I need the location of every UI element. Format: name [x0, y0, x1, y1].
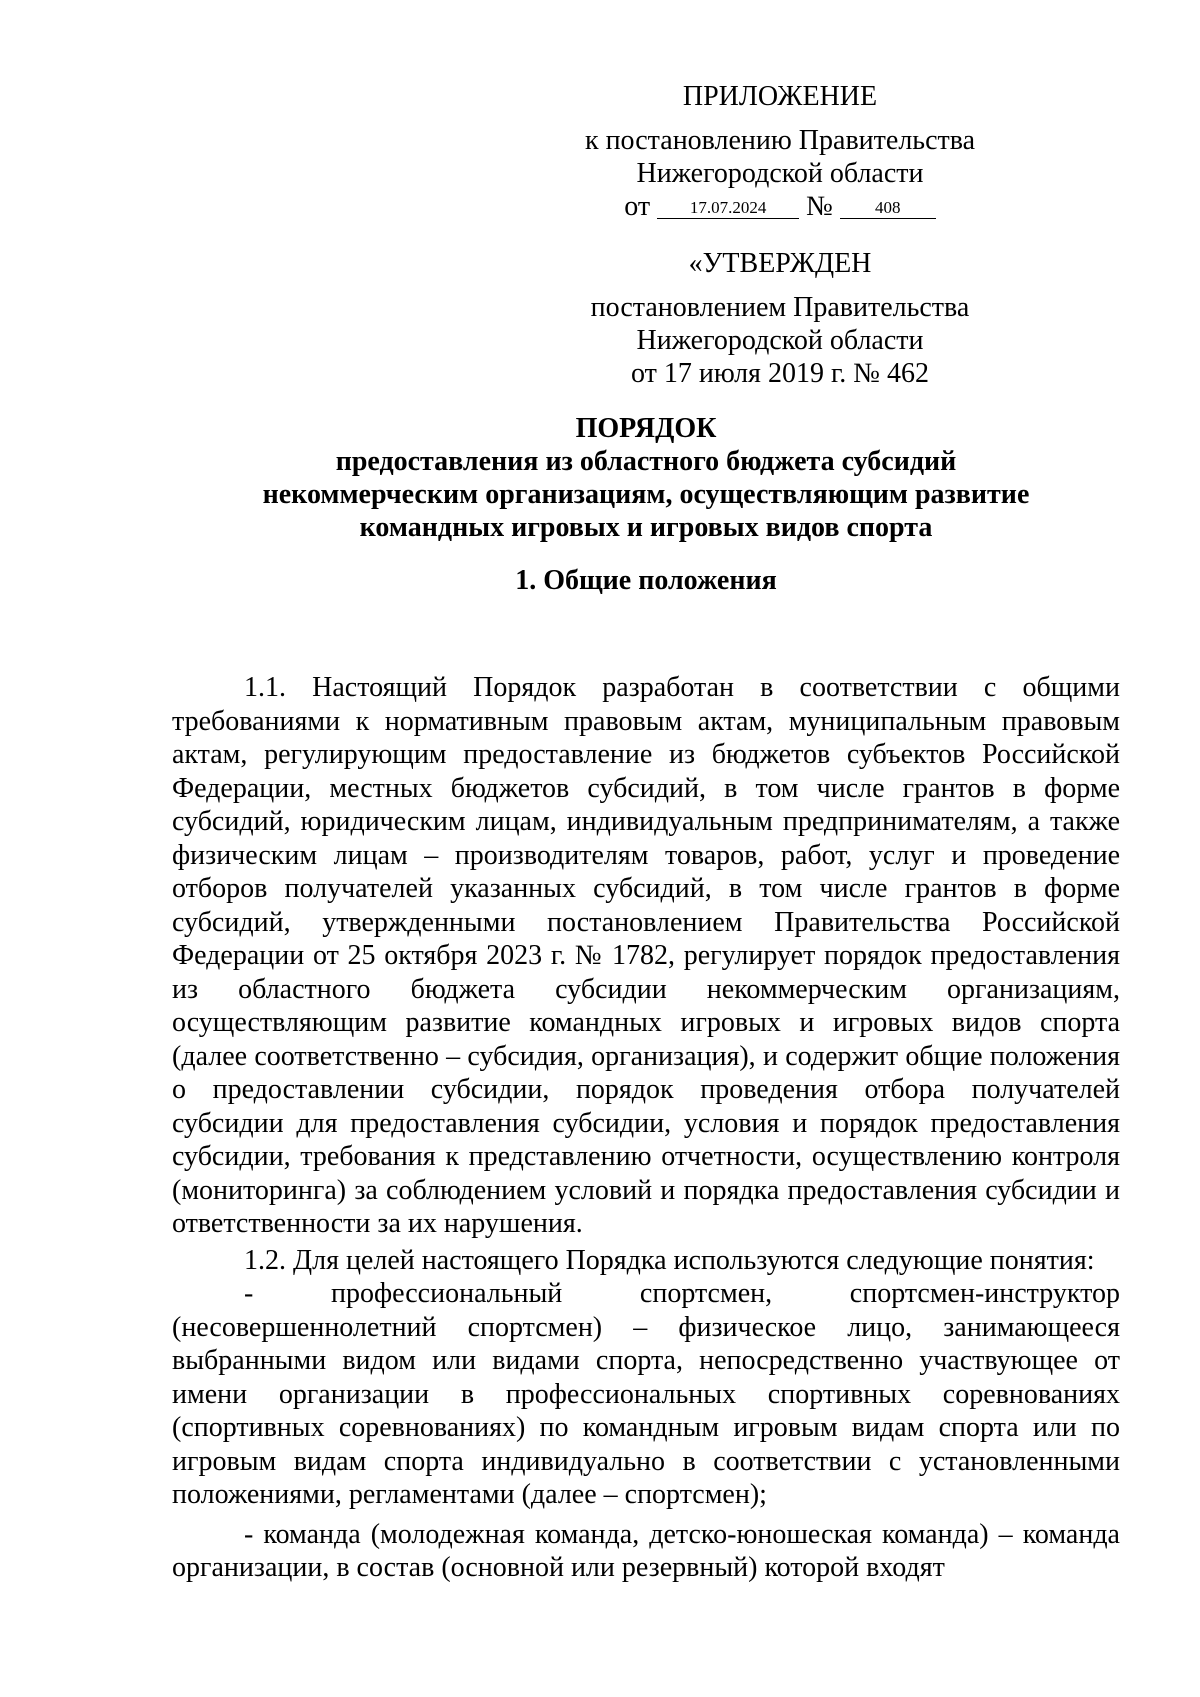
section-body — [172, 671, 1120, 1585]
approval-line-2: Нижегородской области — [636, 325, 924, 356]
approval-title: «УТВЕРЖДЕН — [688, 248, 872, 279]
paragraph-1-2: 1.2. Для целей настоящего Порядка используются следующие понятия: — [244, 1244, 1095, 1276]
approval-line-1: постановлением Правительства — [590, 292, 970, 323]
definition-athlete: - профессиональный спортсмен, спортсмен-инструктор (несовершеннолетний спортсмен) – физическое лицо, занимающееся выбранными видом или видами спорта, непосредственно участвующее от имени организации в профессиональных спортивных соревнованиях (спортивных соревнованиях) по командным игровым видам спорта или по игровым видам спорта индивидуально в соответствии с установленными положениями, регламентами (далее – спортсмен); — [172, 1278, 1120, 1510]
appendix-to-line-1: к постановлению Правительства — [584, 125, 976, 156]
approval-line-3: от 17 июля 2019 г. № 462 — [631, 358, 929, 389]
date-field: 17.07.2024 — [657, 198, 799, 219]
definition-team: - команда (молодежная команда, детско-юношеская команда) – команда организации, в состав (основной или резервный) которой входят — [172, 1518, 1120, 1583]
number-field: 408 — [840, 198, 936, 219]
appendix-title: ПРИЛОЖЕНИЕ — [682, 81, 878, 112]
section-heading: 1. Общие положения — [515, 565, 777, 596]
appendix-to-line-2: Нижегородской области — [636, 158, 924, 189]
document-title: ПОРЯДОК — [575, 413, 717, 444]
appendix-date-line — [560, 190, 1000, 223]
date-prefix: от — [624, 191, 651, 222]
document-subtitle-line-2: некоммерческим организациям, осуществляющим развитие — [262, 479, 1030, 510]
document-subtitle-line-1: предоставления из областного бюджета субсидий — [335, 446, 957, 477]
paragraph-1-1: 1.1. Настоящий Порядок разработан в соответствии с общими требованиями к нормативным правовым актам, муниципальным правовым актам, регулирующим предоставление из бюджетов субъектов Российской Федерации, местных бюджетов субсидий, в том числе грантов в форме субсидий, юридическим лицам, индивидуальным предпринимателям, а также физическим лицам – производителям товаров, работ, услуг и проведение отборов получателей указанных субсидий, в том числе грантов в форме субсидий, утвержденными постановлением Правительства Российской Федерации от 25 октября 2023 г. № 1782, регулирует порядок предоставления из областного бюджета субсидии некоммерческим организациям, осуществляющим развитие командных игровых и игровых видов спорта (далее соответственно – субсидия, организация), и содержит общие положения о предоставлении субсидии, порядок проведения отбора получателей субсидии для предоставления субсидии, условия и порядок предоставления субсидии, требования к представлению отчетности, осуществлению контроля (мониторинга) за соблюдением условий и порядка предоставления субсидии и ответственности за их нарушения. — [172, 672, 1120, 1239]
document-subtitle-line-3: командных игровых и игровых видов спорта — [359, 512, 933, 543]
number-sign: № — [806, 191, 833, 222]
